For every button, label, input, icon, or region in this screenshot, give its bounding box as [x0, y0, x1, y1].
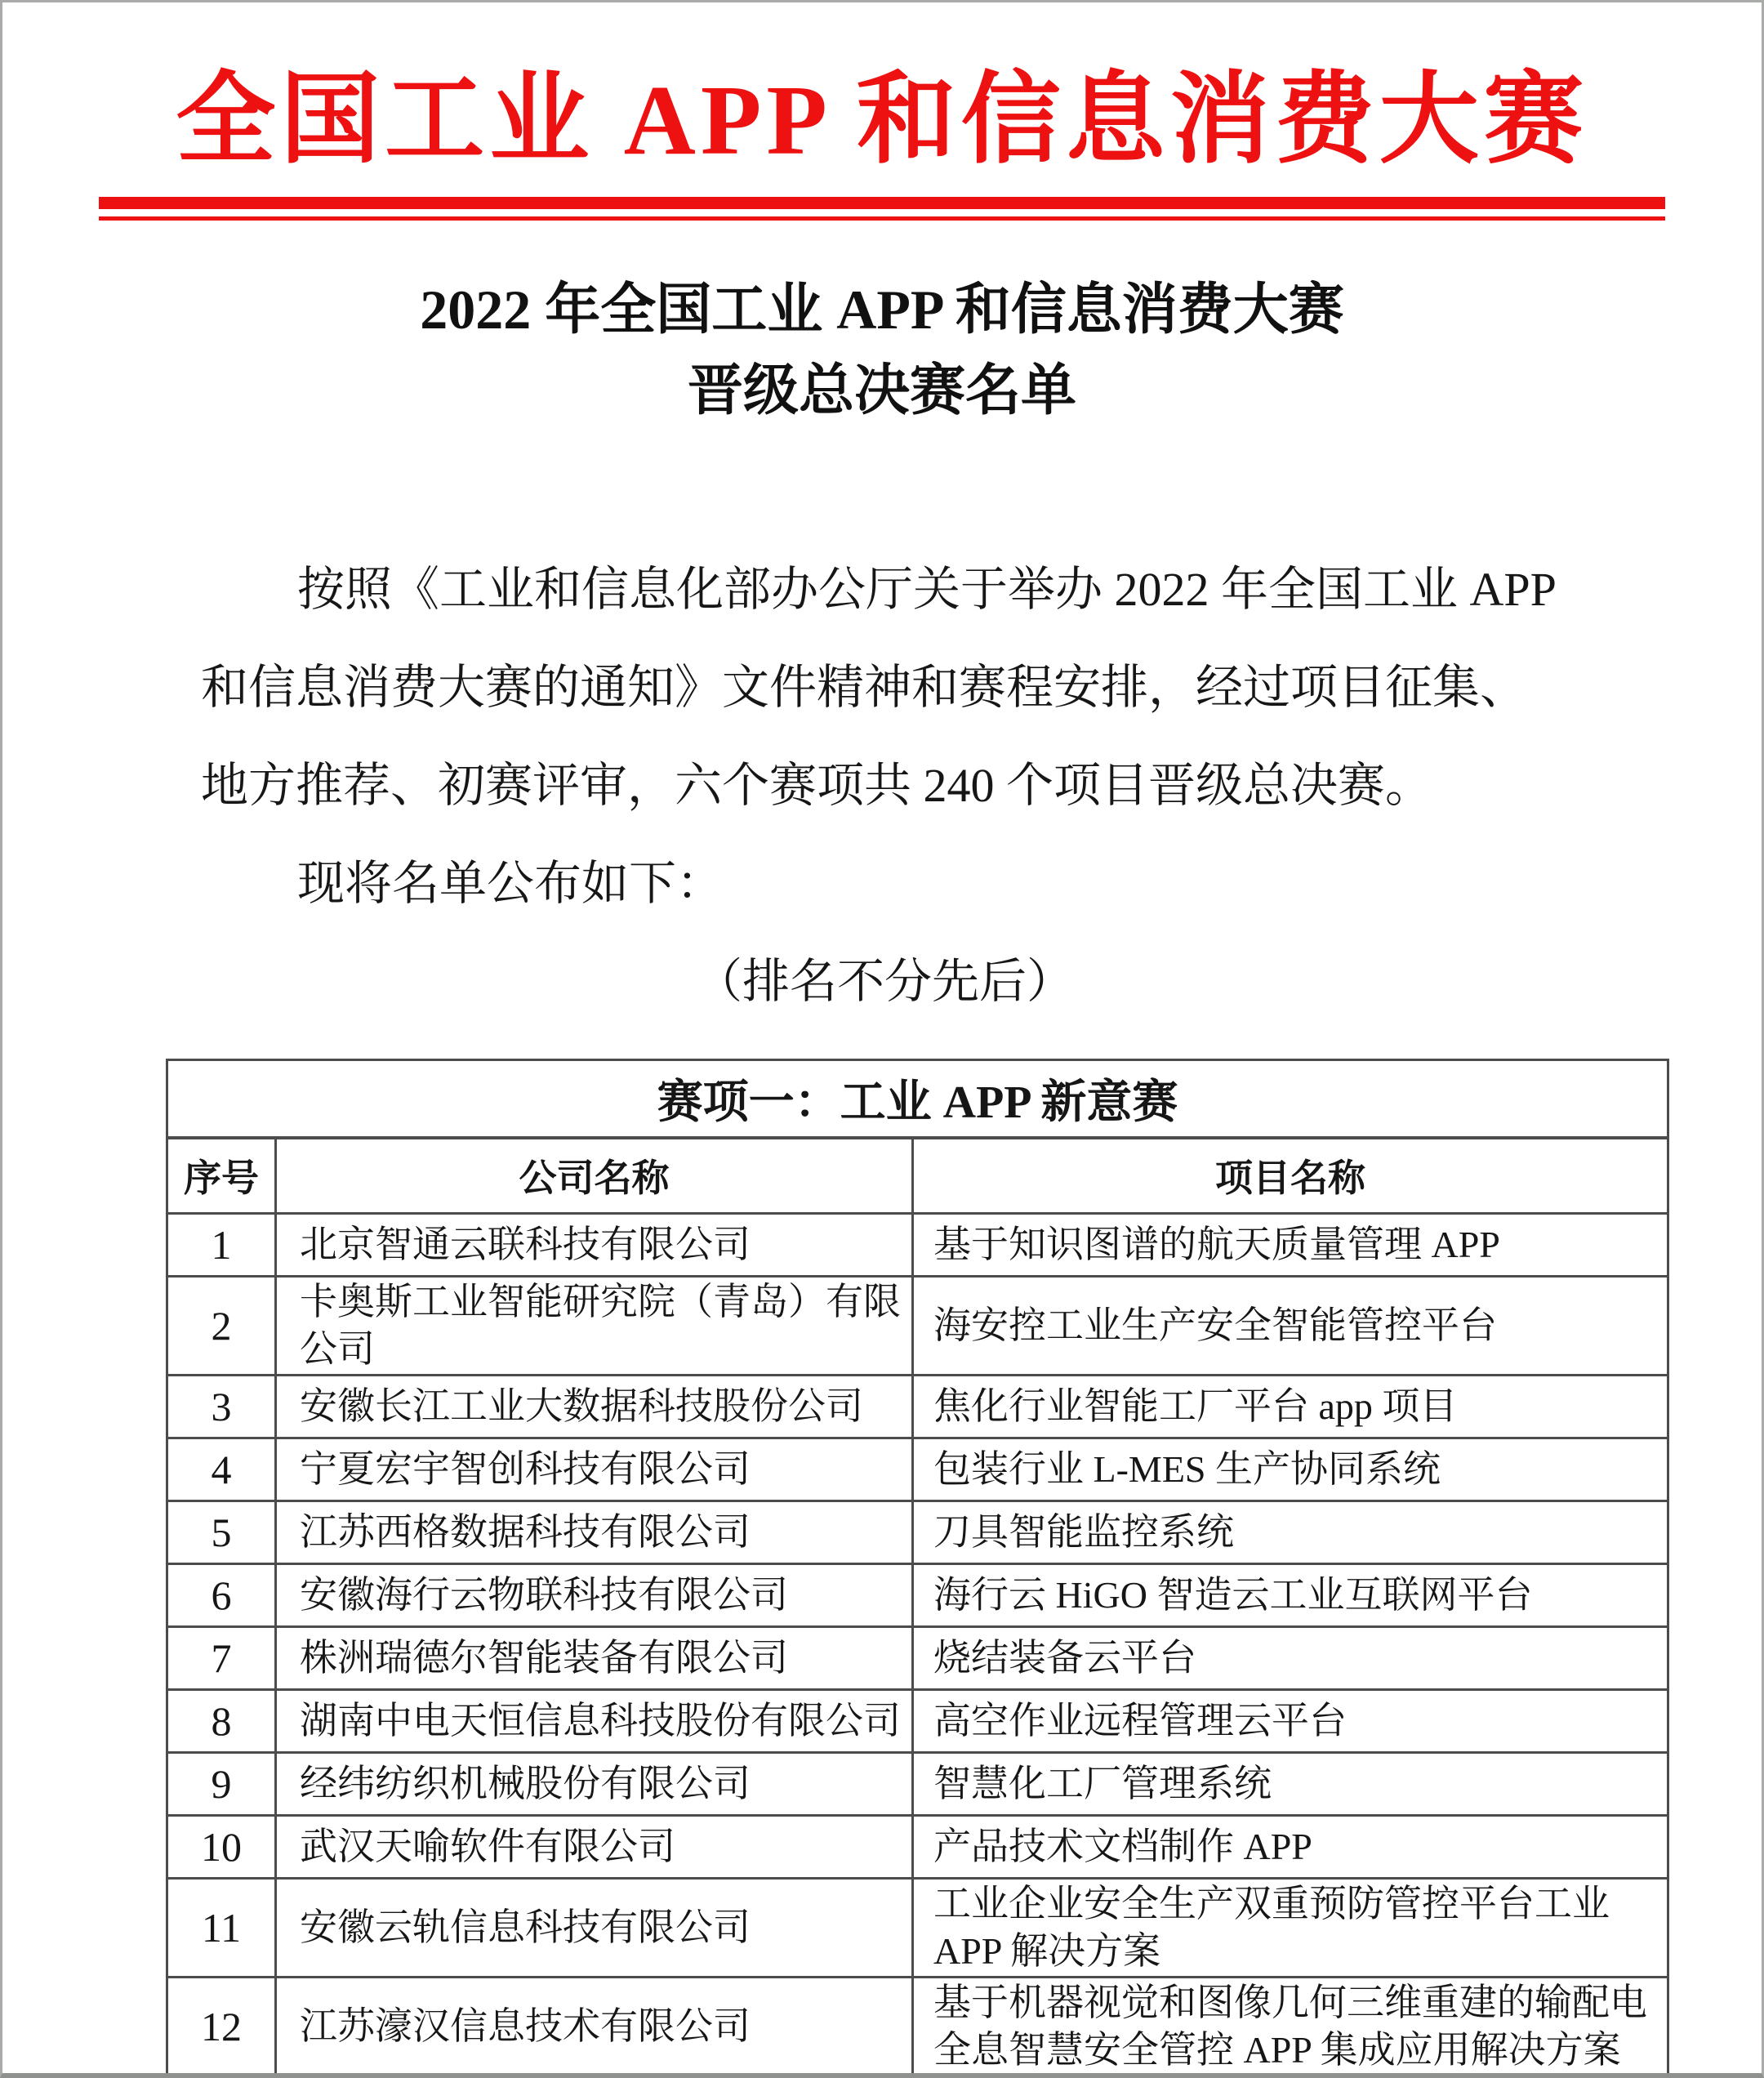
company-name: 宁夏宏宇智创科技有限公司	[276, 1438, 913, 1501]
project-name: 海安控工业生产安全智能管控平台	[913, 1276, 1668, 1375]
project-name: 刀具智能监控系统	[913, 1501, 1668, 1563]
table-row	[167, 1213, 1668, 1276]
company-name: 卡奥斯工业智能研究院（青岛）有限公司	[276, 1276, 913, 1375]
project-name: 工业企业安全生产双重预防管控平台工业 APP 解决方案	[913, 1878, 1668, 1977]
row-number: 4	[167, 1438, 276, 1501]
row-number: 10	[167, 1815, 276, 1878]
row-number: 11	[167, 1878, 276, 1977]
banner-rule-thin	[99, 216, 1665, 221]
header-project: 项目名称	[913, 1138, 1668, 1213]
paragraph-line: 和信息消费大赛的通知》文件精神和赛程安排，经过项目征集、	[201, 660, 1528, 714]
table-row	[167, 1375, 1668, 1438]
project-name: 焦化行业智能工厂平台 app 项目	[913, 1375, 1668, 1438]
table-row	[167, 1977, 1668, 2076]
table-title-row	[167, 1059, 1668, 1138]
company-name: 武汉天喻软件有限公司	[276, 1815, 913, 1878]
table-row	[167, 1501, 1668, 1563]
table-header-row	[167, 1138, 1668, 1213]
project-name: 产品技术文档制作 APP	[913, 1815, 1668, 1878]
company-name: 安徽长江工业大数据科技股份公司	[276, 1375, 913, 1438]
row-number: 9	[167, 1752, 276, 1815]
project-name: 高空作业远程管理云平台	[913, 1689, 1668, 1752]
announce-line: 现将名单公布如下：	[297, 856, 724, 910]
finalists-table	[166, 1059, 1669, 2077]
project-name: 海行云 HiGO 智造云工业互联网平台	[913, 1563, 1668, 1626]
project-name: 智慧化工厂管理系统	[913, 1752, 1668, 1815]
banner-title: 全国工业 APP 和信息消费大赛	[176, 65, 1588, 176]
header-no: 序号	[167, 1138, 276, 1213]
doc-title-line2: 晋级总决赛名单	[687, 359, 1076, 421]
table-title: 赛项一：工业 APP 新意赛	[167, 1059, 1668, 1138]
table-row	[167, 1689, 1668, 1752]
company-name: 安徽云轨信息科技有限公司	[276, 1878, 913, 1977]
company-name: 北京智通云联科技有限公司	[276, 1213, 913, 1276]
row-number: 3	[167, 1375, 276, 1438]
header-company: 公司名称	[276, 1138, 913, 1213]
banner-rule-thick	[99, 197, 1665, 209]
project-name: 包装行业 L-MES 生产协同系统	[913, 1438, 1668, 1501]
company-name: 株洲瑞德尔智能装备有限公司	[276, 1626, 913, 1689]
table-row	[167, 1438, 1668, 1501]
paragraph-line: 地方推荐、初赛评审，六个赛项共 240 个项目晋级总决赛。	[201, 758, 1433, 812]
company-name: 江苏濠汉信息技术有限公司	[276, 1977, 913, 2076]
main-paragraph	[201, 541, 1557, 835]
row-number: 2	[167, 1276, 276, 1375]
company-name: 湖南中电天恒信息科技股份有限公司	[276, 1689, 913, 1752]
row-number: 1	[167, 1213, 276, 1276]
row-number: 6	[167, 1563, 276, 1626]
table-row	[167, 1752, 1668, 1815]
row-number: 5	[167, 1501, 276, 1563]
row-number: 8	[167, 1689, 276, 1752]
row-number: 12	[167, 1977, 276, 2076]
project-name: 基于知识图谱的航天质量管理 APP	[913, 1213, 1668, 1276]
project-name: 烧结装备云平台	[913, 1626, 1668, 1689]
body-text-block	[201, 541, 1557, 1031]
ranking-note: （排名不分先后）	[694, 954, 1074, 1008]
company-name: 安徽海行云物联科技有限公司	[276, 1563, 913, 1626]
table-row	[167, 1563, 1668, 1626]
table-row	[167, 1626, 1668, 1689]
project-name: 基于机器视觉和图像几何三维重建的输配电全息智慧安全管控 APP 集成应用解决方案	[913, 1977, 1668, 2076]
row-number: 7	[167, 1626, 276, 1689]
company-name: 经纬纺织机械股份有限公司	[276, 1752, 913, 1815]
table-row	[167, 1276, 1668, 1375]
paragraph-line: 按照《工业和信息化部办公厅关于举办 2022 年全国工业 APP	[297, 562, 1557, 616]
table-row	[167, 1878, 1668, 1977]
doc-title-line1: 2022 年全国工业 APP 和信息消费大赛	[420, 279, 1344, 341]
table-row	[167, 1815, 1668, 1878]
company-name: 江苏西格数据科技有限公司	[276, 1501, 913, 1563]
